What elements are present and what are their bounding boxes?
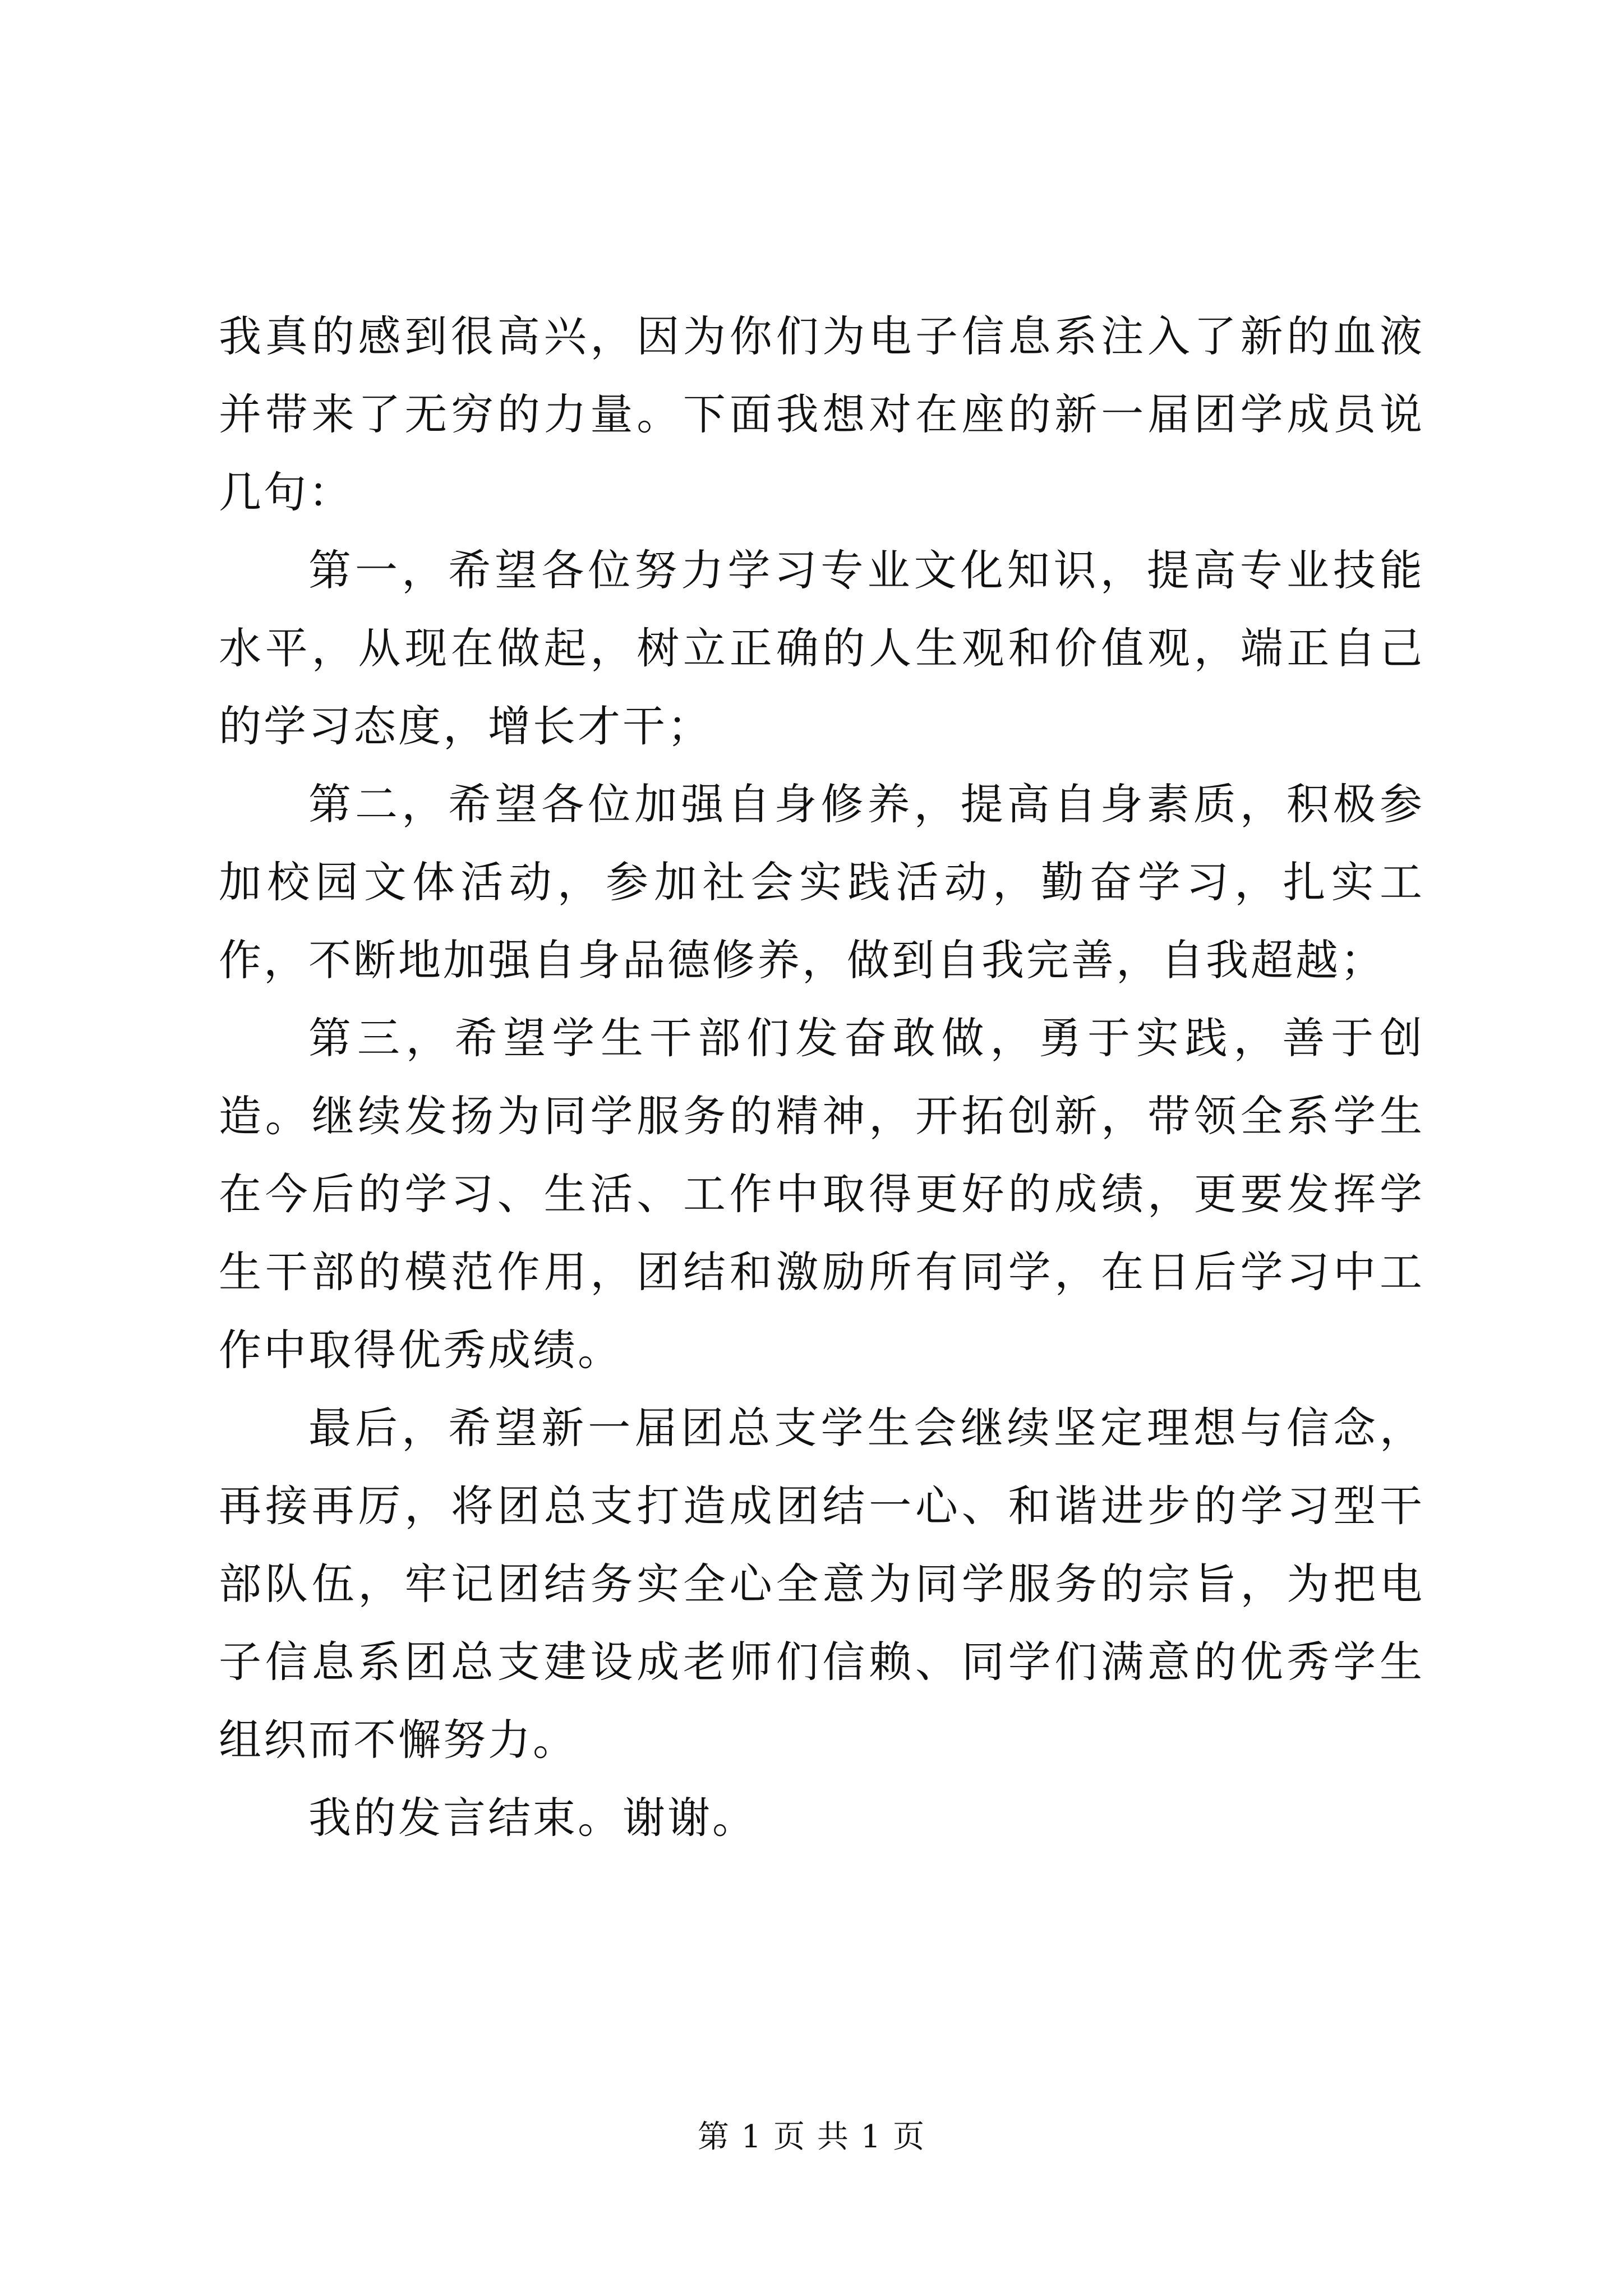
document-body	[219, 297, 1424, 1857]
page-number-footer: 第 1 页 共 1 页	[697, 2119, 926, 2155]
paragraph-second-hope: 第二，希望各位加强自身修养，提高自身素质，积极参加校园文体活动，参加社会实践活动，勤奋学习，扎实工作，不断地加强自身品德修养，做到自我完善，自我超越；	[219, 779, 1424, 985]
paragraph-third-hope: 第三，希望学生干部们发奋敢做，勇于实践，善于创造。继续发扬为同学服务的精神，开拓创新，带领全系学生在今后的学习、生活、工作中取得更好的成绩，更要发挥学生干部的模范作用，团结和激励所有同学，在日后学习中工作中取得优秀成绩。	[219, 1013, 1424, 1375]
paragraph-final-hope: 最后，希望新一届团总支学生会继续坚定理想与信念，再接再厉，将团总支打造成团结一心、和谐进步的学习型干部队伍，牢记团结务实全心全意为同学服务的宗旨，为把电子信息系团总支建设成老师们信赖、同学们满意的优秀学生组织而不懈努力。	[219, 1403, 1424, 1765]
paragraph-closing: 我的发言结束。谢谢。	[308, 1793, 757, 1843]
paragraph-first-hope: 第一，希望各位努力学习专业文化知识，提高专业技能水平，从现在做起，树立正确的人生观和价值观，端正自己的学习态度，增长才干；	[219, 545, 1424, 751]
paragraph-opening: 我真的感到很高兴，因为你们为电子信息系注入了新的血液并带来了无穷的力量。下面我想对在座的新一届团学成员说几句：	[219, 311, 1424, 517]
